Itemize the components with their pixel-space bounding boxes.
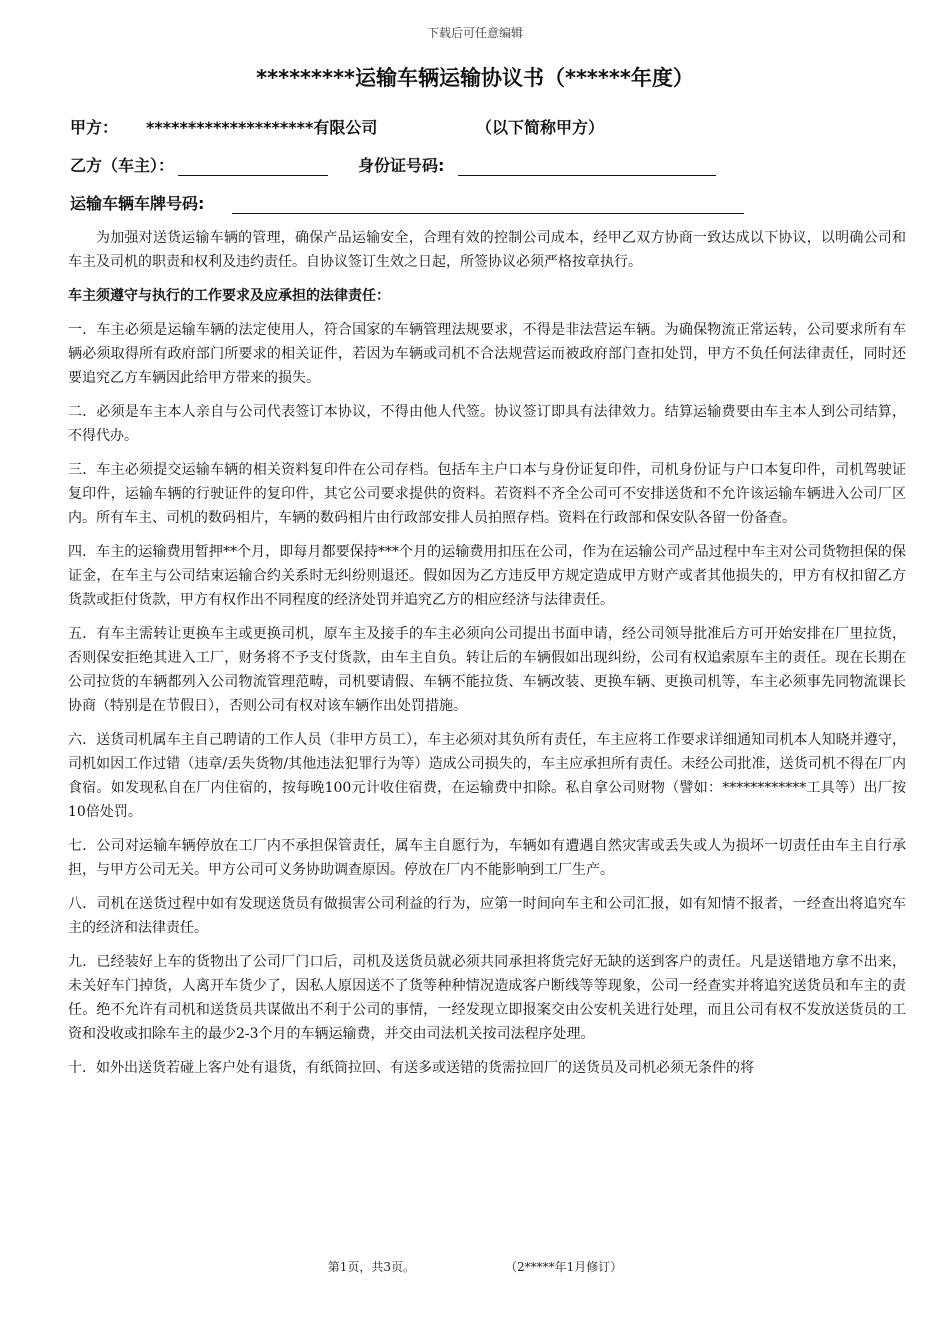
plate-number-blank[interactable]	[232, 193, 744, 214]
party-a-row	[70, 114, 604, 138]
party-a-label: 甲方：	[70, 118, 119, 137]
clause-7: 七．公司对运输车辆停放在工厂内不承担保管责任，属车主自愿行为，车辆如有遭遇自然灾害或丢失或人为损坏一切责任由车主自行承担，与甲方公司无关。甲方公司可义务协助调查原因。停放在厂内不能影响到工厂生产。	[68, 838, 906, 878]
revision-note: （2*****年1月修订）	[505, 1260, 623, 1274]
party-b-label: 乙方（车主）：	[70, 156, 175, 175]
header-note: 下载后可任意编辑	[426, 26, 523, 40]
clause-6: 六．送货司机属车主自己聘请的工作人员（非甲方员工），车主必须对其负所有责任，车主应将工作要求详细通知司机本人知晓并遵守，司机如因工作过错（违章/丢失货物/其他违法犯罪行为等）造成公司损失的，车主应承担所有责任。未经公司批准，送货司机不得在厂内食宿。如发现私自在厂内住宿的，按每晚100元计收住宿费，在运输费中扣除。私自拿公司财物（譬如：************工具等）出厂按10倍处罚。	[68, 732, 906, 820]
id-number-blank[interactable]	[458, 155, 716, 176]
page-footer	[0, 1258, 950, 1275]
id-number-label: 身份证号码:	[358, 156, 445, 175]
party-b-name-blank[interactable]	[178, 155, 328, 176]
party-a-name: ********************有限公司	[146, 118, 378, 137]
clause-1: 一．车主必须是运输车辆的法定使用人，符合国家的车辆管理法规要求，不得是非法营运车辆。为确保物流正常运转，公司要求所有车辆必须取得所有政府部门所要求的相关证件，若因为车辆或司机不合法规营运而被政府部门查扣处罚，甲方不负任何法律责任，同时还要追究乙方车辆因此给甲方带来的损失。	[68, 322, 906, 386]
agreement-body	[68, 226, 906, 1090]
clause-8: 八．司机在送货过程中如有发现送货员有做损害公司利益的行为，应第一时间向车主和公司汇报，如有知情不报者，一经查出将追究车主的经济和法律责任。	[68, 896, 906, 936]
clause-5: 五．有车主需转让更换车主或更换司机，原车主及接手的车主必须向公司提出书面申请，经公司领导批准后方可开始安排在厂里拉货，否则保安拒绝其进入工厂，财务将不予支付货款，由车主自负。转让后的车辆假如出现纠纷，公司有权追索原车主的责任。现在长期在公司拉货的车辆都列入公司物流管理范畴，司机要请假、车辆不能拉货、车辆改装、更换车辆、更换司机等，车主必须事先同物流课长协商（特别是在节假日），否则公司有权对该车辆作出处罚措施。	[68, 626, 906, 714]
document-title: *********运输车辆运输协议书（******年度）	[256, 66, 694, 90]
clause-3: 三．车主必须提交运输车辆的相关资料复印件在公司存档。包括车主户口本与身份证复印件，司机身份证与户口本复印件，司机驾驶证复印件，运输车辆的行驶证件的复印件，其它公司要求提供的资料。若资料不齐全公司可不安排送货和不允许该运输车辆进入公司厂区内。所有车主、司机的数码相片，车辆的数码相片由行政部安排人员拍照存档。资料在行政部和保安队各留一份备查。	[68, 462, 906, 526]
clause-10: 十．如外出送货若碰上客户处有退货，有纸筒拉回、有送多或送错的货需拉回厂的送货员及司机必须无条件的将	[68, 1060, 754, 1076]
clause-4: 四．车主的运输费用暂押**个月，即每月都要保持***个月的运输费用扣压在公司，作为在运输公司产品过程中车主对公司货物担保的保证金，在车主与公司结束运输合约关系时无纠纷则退还。假如因为乙方违反甲方规定造成甲方财产或者其他损失的，甲方有权扣留乙方货款或拒付货款，甲方有权作出不同程度的经济处罚并追究乙方的相应经济与法律责任。	[68, 544, 906, 608]
party-a-abbr: （以下简称甲方）	[476, 118, 605, 137]
party-b-row	[70, 152, 716, 176]
intro-paragraph: 为加强对送货运输车辆的管理，确保产品运输安全，合理有效的控制公司成本，经甲乙双方协商一致达成以下协议，以明确公司和车主及司机的职责和权利及违约责任。自协议签订生效之日起，所签协议必须严格按章执行。	[68, 230, 906, 270]
clause-2: 二．必须是车主本人亲自与公司代表签订本协议，不得由他人代签。协议签订即具有法律效力。结算运输费要由车主本人到公司结算，不得代办。	[68, 404, 906, 444]
plate-label: 运输车辆车牌号码:	[70, 194, 205, 213]
page-number: 第1页，共3页。	[327, 1260, 415, 1274]
clause-9: 九．已经装好上车的货物出了公司厂门口后，司机及送货员就必须共同承担将货完好无缺的送到客户的责任。凡是送错地方拿不出来，未关好车门掉货，人离开车货少了，因私人原因送不了货等种种情况造成客户断线等等现象，公司一经查实并将追究送货员和车主的责任。绝不允许有司机和送货员共谋做出不利于公司的事情，一经发现立即报案交由公安机关进行处理，而且公司有权不发放送货员的工资和没收或扣除车主的最少2-3个月的车辆运输费，并交由司法机关按司法程序处理。	[68, 954, 906, 1042]
plate-row	[70, 190, 744, 214]
section-heading: 车主须遵守与执行的工作要求及应承担的法律责任：	[68, 288, 390, 304]
